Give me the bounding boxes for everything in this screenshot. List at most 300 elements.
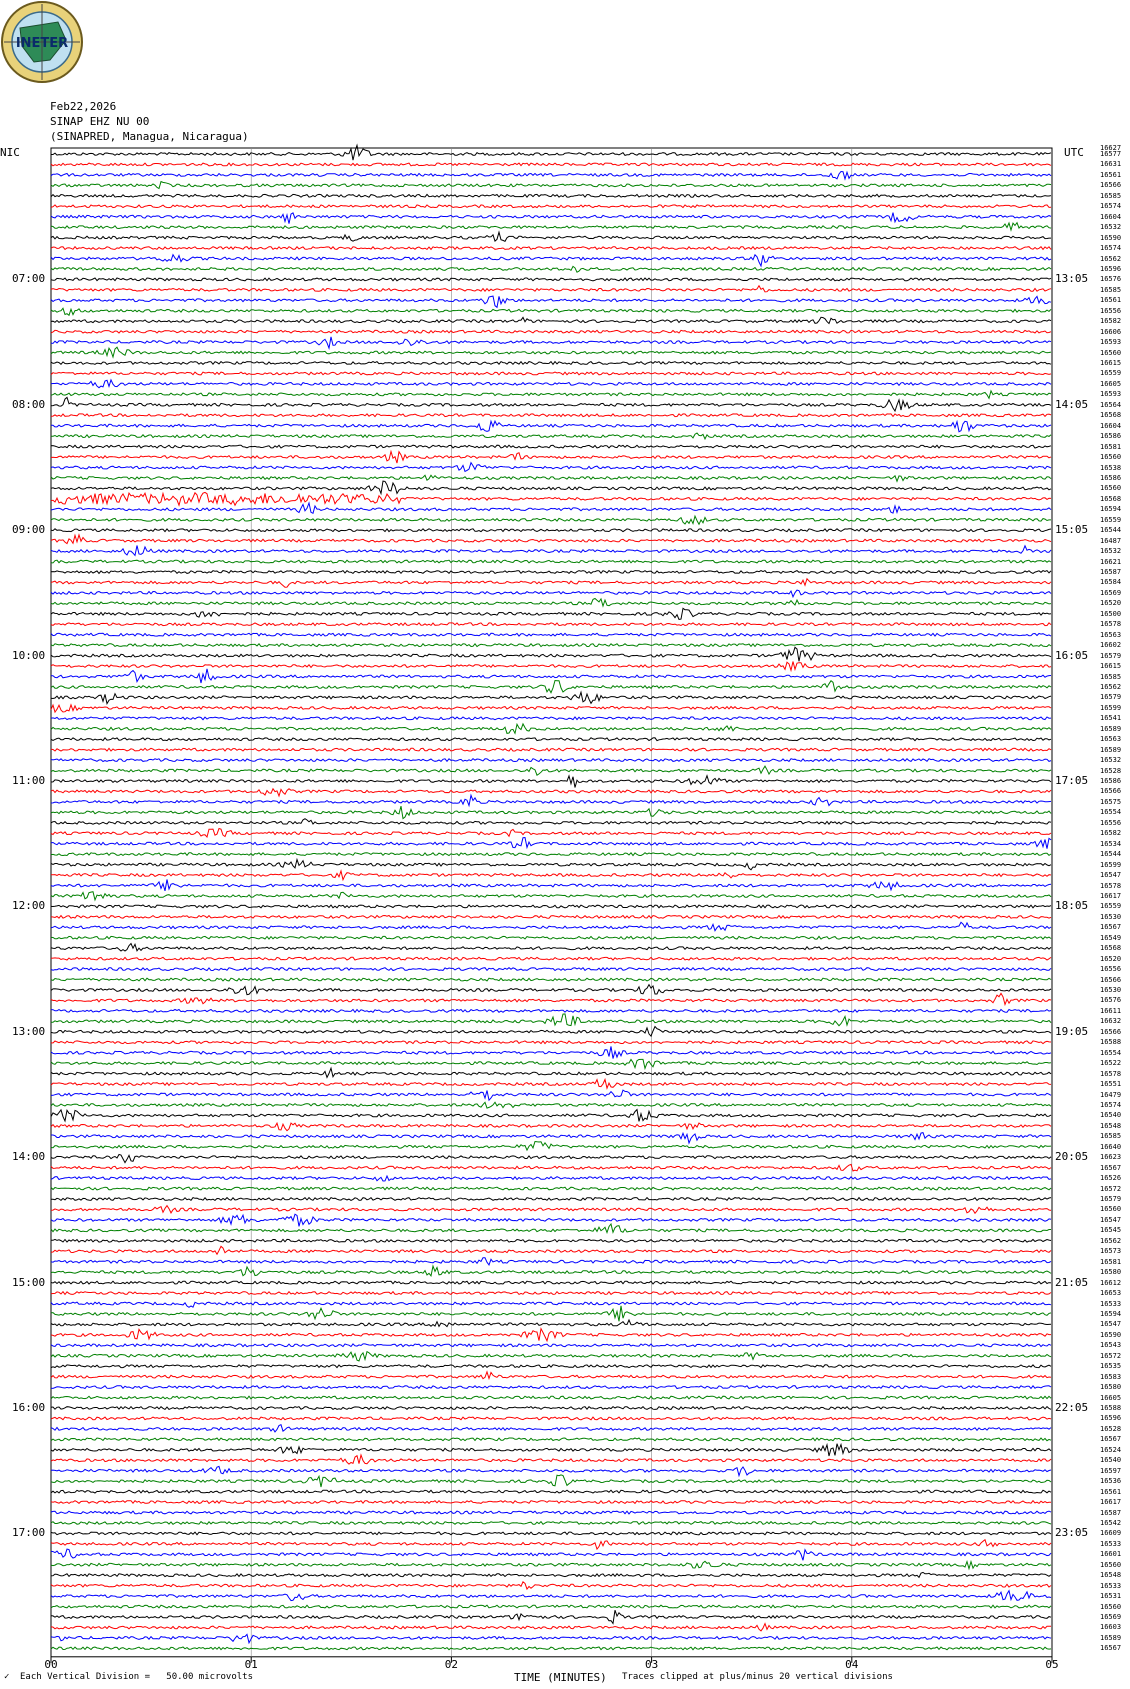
left-hour-label: 12:00 xyxy=(12,899,46,913)
seismic-trace xyxy=(51,560,1051,563)
right-hour-label: 18:05 xyxy=(1055,899,1089,913)
trace-count-label: 16575 xyxy=(1100,797,1122,806)
seismic-trace xyxy=(51,968,1051,971)
trace-count-label: 16631 xyxy=(1100,160,1122,169)
trace-count-label: 16577 xyxy=(1100,150,1122,158)
seismic-trace xyxy=(51,647,1051,661)
seismic-trace xyxy=(51,1302,1051,1307)
trace-count-label: 16533 xyxy=(1100,1539,1122,1548)
seismic-trace xyxy=(51,475,1051,481)
trace-count-label: 16589 xyxy=(1100,1633,1122,1642)
seismic-trace xyxy=(51,1605,1051,1608)
left-hour-label: 14:00 xyxy=(12,1150,46,1164)
seismic-trace xyxy=(51,1540,1051,1549)
trace-count-label: 16530 xyxy=(1100,912,1122,921)
seismic-trace xyxy=(51,795,1051,805)
trace-count-label: 16579 xyxy=(1100,693,1122,702)
trace-count-label: 16545 xyxy=(1100,1226,1122,1235)
seismic-trace xyxy=(51,662,1051,671)
seismic-trace xyxy=(51,669,1051,683)
trace-count-label: 16588 xyxy=(1100,1038,1122,1047)
seismic-trace xyxy=(51,1281,1051,1284)
trace-count-label: 16586 xyxy=(1100,473,1122,482)
seismic-trace xyxy=(51,608,1051,619)
seismic-trace xyxy=(51,1266,1051,1276)
seismic-trace xyxy=(51,1475,1051,1487)
left-hour-label: 13:00 xyxy=(12,1024,46,1038)
seismic-trace xyxy=(51,985,1051,995)
seismic-trace xyxy=(51,599,1051,607)
seismic-trace xyxy=(51,1246,1051,1254)
seismic-trace xyxy=(51,1365,1051,1368)
seismic-trace xyxy=(51,1239,1051,1242)
x-tick-label: 02 xyxy=(444,1658,459,1671)
trace-count-label: 16599 xyxy=(1100,703,1122,712)
seismic-trace xyxy=(51,1014,1051,1026)
right-hour-label: 23:05 xyxy=(1055,1526,1089,1540)
seismic-trace xyxy=(51,1306,1051,1322)
trace-count-label: 16556 xyxy=(1100,965,1122,974)
seismic-trace xyxy=(51,308,1051,315)
trace-count-label: 16590 xyxy=(1100,233,1122,242)
seismic-trace xyxy=(51,1059,1051,1068)
right-hour-label: 14:05 xyxy=(1055,397,1089,411)
seismic-trace xyxy=(51,766,1051,775)
seismic-trace xyxy=(51,1164,1051,1171)
seismic-trace xyxy=(51,1344,1051,1347)
seismic-trace xyxy=(51,692,1051,703)
trace-count-label: 16551 xyxy=(1100,1080,1122,1089)
trace-count-label: 16548 xyxy=(1100,1571,1122,1580)
seismic-trace xyxy=(51,1624,1051,1631)
trace-count-label: 16536 xyxy=(1100,1477,1122,1486)
trace-count-label: 16547 xyxy=(1100,1320,1122,1329)
seismic-trace xyxy=(51,278,1051,281)
trace-count-label: 16586 xyxy=(1100,777,1122,785)
right-hour-label: 22:05 xyxy=(1055,1401,1089,1414)
seismic-trace xyxy=(51,789,1051,796)
seismic-trace xyxy=(51,391,1051,398)
seismic-trace xyxy=(51,1090,1051,1100)
seismic-trace xyxy=(51,1417,1051,1420)
seismic-trace xyxy=(51,172,1051,179)
seismic-trace xyxy=(51,1123,1051,1131)
seismic-trace xyxy=(51,535,1051,544)
seismic-trace xyxy=(51,776,1051,788)
trace-count-label: 16579 xyxy=(1100,651,1122,660)
seismic-trace xyxy=(51,957,1051,960)
trace-count-label: 16560 xyxy=(1100,453,1122,462)
seismic-trace xyxy=(51,1522,1051,1525)
seismic-trace xyxy=(51,892,1051,900)
right-hour-label: 16:05 xyxy=(1055,648,1089,662)
trace-count-label: 16585 xyxy=(1100,285,1122,294)
seismic-trace xyxy=(51,922,1051,930)
logo-text: INETER xyxy=(15,36,69,51)
trace-count-label: 16543 xyxy=(1100,1341,1122,1350)
trace-count-label: 16554 xyxy=(1100,1048,1122,1057)
seismic-trace xyxy=(51,1386,1051,1389)
seismic-trace xyxy=(51,492,1051,505)
trace-count-label: 16562 xyxy=(1100,1236,1122,1245)
seismic-trace xyxy=(51,633,1051,636)
seismic-trace xyxy=(51,433,1051,439)
trace-count-label: 16601 xyxy=(1100,1550,1122,1559)
left-hour-label: 10:00 xyxy=(12,648,46,662)
trace-count-label: 16562 xyxy=(1100,682,1122,691)
left-hour-label: 09:00 xyxy=(12,523,46,537)
trace-count-label: 16563 xyxy=(1100,630,1122,639)
trace-count-label: 16547 xyxy=(1100,871,1122,880)
trace-count-label: 16590 xyxy=(1100,1330,1122,1339)
trace-count-label: 16528 xyxy=(1100,1424,1122,1433)
trace-count-label: 16556 xyxy=(1100,306,1122,315)
trace-count-label: 16549 xyxy=(1100,933,1122,942)
trace-count-label: 16560 xyxy=(1100,1205,1122,1214)
seismic-trace xyxy=(51,1010,1051,1013)
trace-count-label: 16623 xyxy=(1100,1153,1122,1162)
trace-count-label: 16524 xyxy=(1100,1445,1122,1454)
trace-count-label: 16479 xyxy=(1100,1090,1122,1099)
trace-count-label: 16596 xyxy=(1100,264,1122,273)
seismic-trace xyxy=(51,205,1051,208)
seismic-trace xyxy=(51,372,1051,375)
trace-count-label: 16567 xyxy=(1100,1435,1122,1444)
trace-count-label: 16609 xyxy=(1100,1529,1122,1538)
trace-count-label: 16560 xyxy=(1100,1560,1122,1569)
seismic-trace xyxy=(51,571,1051,574)
trace-count-label: 16566 xyxy=(1100,1027,1122,1036)
trace-count-label: 16578 xyxy=(1100,620,1122,629)
trace-count-label: 16581 xyxy=(1100,1257,1122,1266)
seismic-trace xyxy=(51,916,1051,919)
trace-count-label: 16561 xyxy=(1100,170,1122,179)
trace-count-label: 16593 xyxy=(1100,338,1122,347)
trace-count-label: 16574 xyxy=(1100,1100,1122,1109)
trace-count-label: 16560 xyxy=(1100,484,1122,493)
seismic-trace xyxy=(51,1187,1051,1190)
seismic-trace xyxy=(51,380,1051,388)
trace-count-label: 16532 xyxy=(1100,547,1122,556)
seismic-trace xyxy=(51,1102,1051,1108)
seismic-trace xyxy=(51,232,1051,241)
trace-count-label: 16580 xyxy=(1100,1383,1122,1392)
seismic-trace xyxy=(51,1214,1051,1226)
right-hour-label: 15:05 xyxy=(1055,523,1089,537)
trace-count-label: 16544 xyxy=(1100,526,1122,535)
trace-count-label: 16528 xyxy=(1100,766,1122,775)
right-hour-label: 20:05 xyxy=(1055,1150,1089,1164)
seismic-trace xyxy=(51,286,1051,292)
seismic-trace xyxy=(51,724,1051,734)
left-hour-label: 16:00 xyxy=(12,1401,46,1414)
x-tick-label: 03 xyxy=(644,1658,659,1671)
seismic-trace xyxy=(51,1425,1051,1432)
scale-caption: Each Vertical Division = 50.00 microvolts xyxy=(20,1672,253,1682)
trace-count-label: 16560 xyxy=(1100,1602,1122,1611)
trace-count-label: 16559 xyxy=(1100,369,1122,378)
trace-count-label: 16561 xyxy=(1100,1487,1122,1496)
trace-count-label: 16566 xyxy=(1100,181,1122,190)
seismic-trace xyxy=(51,1438,1051,1441)
seismic-trace xyxy=(51,1041,1051,1044)
seismic-trace xyxy=(51,397,1051,411)
trace-count-label: 16587 xyxy=(1100,1508,1122,1517)
trace-count-label: 16581 xyxy=(1100,442,1122,451)
seismic-trace xyxy=(51,296,1051,307)
trace-count-label: 16578 xyxy=(1100,1069,1122,1078)
trace-count-label: 16542 xyxy=(1100,1518,1122,1527)
seismic-trace xyxy=(51,1320,1051,1327)
trace-count-label: 16532 xyxy=(1100,223,1122,232)
seismic-trace xyxy=(51,1455,1051,1464)
trace-count-label: 16602 xyxy=(1100,641,1122,650)
trace-count-label: 16576 xyxy=(1100,996,1122,1005)
trace-count-label: 16540 xyxy=(1100,1111,1122,1120)
x-tick-label: 04 xyxy=(845,1658,859,1671)
seismic-trace xyxy=(51,1224,1051,1233)
seismic-trace xyxy=(51,546,1051,556)
seismic-trace xyxy=(51,590,1051,597)
trace-count-label: 16538 xyxy=(1100,463,1122,472)
seismic-trace xyxy=(51,414,1051,417)
seismic-trace xyxy=(51,1176,1051,1181)
seismic-trace xyxy=(51,445,1051,448)
seismic-trace xyxy=(51,905,1051,908)
trace-count-label: 16617 xyxy=(1100,1498,1122,1507)
trace-count-label: 16567 xyxy=(1100,1644,1122,1653)
trace-count-label: 16632 xyxy=(1100,1017,1122,1026)
seismic-trace xyxy=(51,503,1051,513)
trace-count-label: 16589 xyxy=(1100,724,1122,733)
seismic-trace xyxy=(51,1444,1051,1456)
seismic-trace xyxy=(51,1532,1051,1535)
trace-count-label: 16580 xyxy=(1100,1268,1122,1277)
seismic-trace xyxy=(51,1080,1051,1089)
seismic-trace xyxy=(51,1329,1051,1341)
trace-count-label: 16594 xyxy=(1100,1309,1122,1318)
seismic-trace xyxy=(51,1647,1051,1650)
trace-count-label: 16588 xyxy=(1100,1404,1122,1412)
seismic-trace xyxy=(51,1046,1051,1058)
seismic-trace xyxy=(51,182,1051,189)
seismic-trace xyxy=(51,1572,1051,1577)
trace-count-label: 16520 xyxy=(1100,954,1122,963)
seismic-trace xyxy=(51,738,1051,741)
seismic-trace xyxy=(51,978,1051,981)
seismic-trace xyxy=(51,1142,1051,1151)
seismic-trace xyxy=(51,1155,1051,1163)
seismic-trace xyxy=(51,993,1051,1004)
trace-count-label: 16640 xyxy=(1100,1142,1122,1151)
trace-count-label: 16563 xyxy=(1100,735,1122,744)
trace-count-label: 16606 xyxy=(1100,327,1122,336)
trace-count-label: 16585 xyxy=(1100,1132,1122,1141)
seismic-trace xyxy=(51,1372,1051,1379)
trace-count-label: 16561 xyxy=(1100,296,1122,305)
left-hour-label: 11:00 xyxy=(12,774,46,787)
trace-count-label: 16540 xyxy=(1100,1456,1122,1465)
trace-count-label: 16587 xyxy=(1100,568,1122,576)
trace-count-label: 16567 xyxy=(1100,1163,1122,1172)
trace-count-label: 16574 xyxy=(1100,202,1122,211)
seismic-trace xyxy=(51,529,1051,532)
trace-count-label: 16615 xyxy=(1100,359,1122,367)
trace-count-label: 16576 xyxy=(1100,275,1122,284)
seismic-trace xyxy=(51,255,1051,266)
right-hour-label: 21:05 xyxy=(1055,1275,1089,1289)
seismic-trace xyxy=(51,213,1051,224)
trace-count-label: 16562 xyxy=(1100,254,1122,263)
seismic-trace xyxy=(51,871,1051,880)
seismic-trace xyxy=(51,1027,1051,1037)
corner-mark: ✓ xyxy=(4,1672,10,1682)
trace-count-label: 16487 xyxy=(1100,536,1122,545)
seismic-trace xyxy=(51,1582,1051,1589)
trace-count-label: 16596 xyxy=(1100,1414,1122,1423)
trace-count-label: 16568 xyxy=(1100,494,1122,503)
x-tick-label: 01 xyxy=(244,1658,258,1671)
trace-count-label: 16585 xyxy=(1100,672,1122,681)
seismic-trace xyxy=(51,623,1051,626)
seismic-trace xyxy=(51,452,1051,464)
seismic-trace xyxy=(51,1466,1051,1475)
right-hour-label: 13:05 xyxy=(1055,272,1089,286)
seismic-trace xyxy=(51,481,1051,493)
header-date: Feb22,2026 xyxy=(50,100,117,113)
left-hour-label: 17:00 xyxy=(12,1526,46,1540)
header-station: SINAP EHZ NU 00 xyxy=(50,115,150,128)
trace-count-label: 16604 xyxy=(1100,212,1122,221)
trace-count-label: 16544 xyxy=(1100,850,1122,859)
trace-count-label: 16582 xyxy=(1100,317,1122,326)
trace-count-label: 16554 xyxy=(1100,808,1122,817)
trace-count-label: 16500 xyxy=(1100,609,1122,618)
seismic-trace xyxy=(51,1591,1051,1601)
trace-count-label: 16617 xyxy=(1100,891,1122,900)
trace-count-label: 16599 xyxy=(1100,860,1122,869)
trace-count-label: 16568 xyxy=(1100,944,1122,953)
trace-count-label: 16522 xyxy=(1100,1059,1122,1068)
trace-count-label: 16532 xyxy=(1100,756,1122,765)
seismic-trace xyxy=(51,819,1051,825)
trace-count-label: 16566 xyxy=(1100,975,1122,984)
trace-count-label: 16603 xyxy=(1100,1623,1122,1632)
seismic-trace xyxy=(51,1634,1051,1642)
seismic-trace xyxy=(51,421,1051,432)
seismic-trace xyxy=(51,1610,1051,1623)
seismic-trace xyxy=(51,936,1051,939)
trace-count-label: 16533 xyxy=(1100,1581,1122,1590)
left-hour-label: 08:00 xyxy=(12,397,46,411)
trace-count-label: 16531 xyxy=(1100,1592,1122,1601)
left-hour-label: 15:00 xyxy=(12,1275,46,1289)
seismic-trace xyxy=(51,1352,1051,1361)
trace-count-label: 16597 xyxy=(1100,1466,1122,1475)
trace-count-label: 16612 xyxy=(1100,1278,1122,1287)
seismic-trace xyxy=(51,838,1051,849)
seismic-trace xyxy=(51,1549,1051,1560)
seismic-trace xyxy=(51,579,1051,588)
seismic-trace xyxy=(51,463,1051,472)
trace-count-label: 16564 xyxy=(1100,400,1122,409)
x-axis-title: TIME (MINUTES) xyxy=(514,1671,607,1684)
trace-count-label: 16589 xyxy=(1100,745,1122,754)
seismic-trace xyxy=(51,1407,1051,1410)
seismic-trace xyxy=(51,880,1051,891)
right-hour-label: 17:05 xyxy=(1055,774,1089,787)
seismic-trace xyxy=(51,1561,1051,1568)
seismic-trace xyxy=(51,347,1051,357)
trace-count-label: 16594 xyxy=(1100,505,1122,514)
seismic-trace xyxy=(51,337,1051,348)
seismic-trace xyxy=(51,163,1051,166)
clip-caption: Traces clipped at plus/minus 20 vertical divisions xyxy=(622,1672,893,1682)
trace-count-label: 16578 xyxy=(1100,881,1122,890)
left-hour-label: 07:00 xyxy=(12,272,46,286)
trace-count-label: 16535 xyxy=(1100,1362,1122,1371)
seismic-trace xyxy=(51,1198,1051,1201)
seismic-trace xyxy=(51,1110,1051,1122)
trace-count-label: 16605 xyxy=(1100,1393,1122,1402)
trace-top-label: 16627 xyxy=(1100,144,1122,152)
trace-count-label: 16559 xyxy=(1100,902,1122,911)
seismic-trace xyxy=(51,1396,1051,1399)
seismic-trace xyxy=(51,330,1051,333)
seismic-trace xyxy=(51,717,1051,720)
trace-count-label: 16548 xyxy=(1100,1121,1122,1130)
trace-count-label: 16584 xyxy=(1100,578,1122,587)
trace-count-label: 16572 xyxy=(1100,1184,1122,1193)
right-hour-label: 19:05 xyxy=(1055,1024,1089,1038)
trace-count-label: 16569 xyxy=(1100,1613,1122,1621)
trace-count-label: 16568 xyxy=(1100,411,1122,420)
seismic-trace xyxy=(51,194,1051,197)
trace-count-label: 16582 xyxy=(1100,829,1122,838)
seismic-trace xyxy=(51,748,1051,751)
seismic-trace xyxy=(51,1501,1051,1504)
trace-count-label: 16567 xyxy=(1100,923,1122,932)
trace-count-label: 16526 xyxy=(1100,1174,1122,1183)
seismic-trace xyxy=(51,1068,1051,1077)
seismic-trace xyxy=(51,860,1051,870)
trace-count-label: 16533 xyxy=(1100,1299,1122,1308)
trace-count-label: 16560 xyxy=(1100,348,1122,357)
seismic-trace xyxy=(51,1133,1051,1144)
seismic-trace xyxy=(51,806,1051,819)
seismic-trace xyxy=(51,759,1051,762)
trace-count-label: 16569 xyxy=(1100,588,1122,597)
seismic-trace xyxy=(51,705,1051,712)
trace-count-label: 16559 xyxy=(1100,515,1122,524)
trace-count-label: 16574 xyxy=(1100,244,1122,253)
trace-count-label: 16547 xyxy=(1100,1215,1122,1224)
trace-count-label: 16566 xyxy=(1100,787,1122,796)
trace-count-label: 16653 xyxy=(1100,1289,1122,1298)
trace-count-label: 16585 xyxy=(1100,191,1122,200)
trace-count-label: 16593 xyxy=(1100,390,1122,399)
seismic-trace xyxy=(51,1490,1051,1493)
left-timezone-label: NIC xyxy=(0,146,20,159)
trace-count-label: 16615 xyxy=(1100,662,1122,671)
trace-count-label: 16541 xyxy=(1100,714,1122,723)
trace-count-label: 16534 xyxy=(1100,839,1122,848)
seismic-trace xyxy=(51,317,1051,323)
seismic-trace xyxy=(51,853,1051,856)
trace-count-label: 16583 xyxy=(1100,1372,1122,1381)
trace-count-label: 16604 xyxy=(1100,421,1122,430)
trace-count-label: 16586 xyxy=(1100,432,1122,441)
